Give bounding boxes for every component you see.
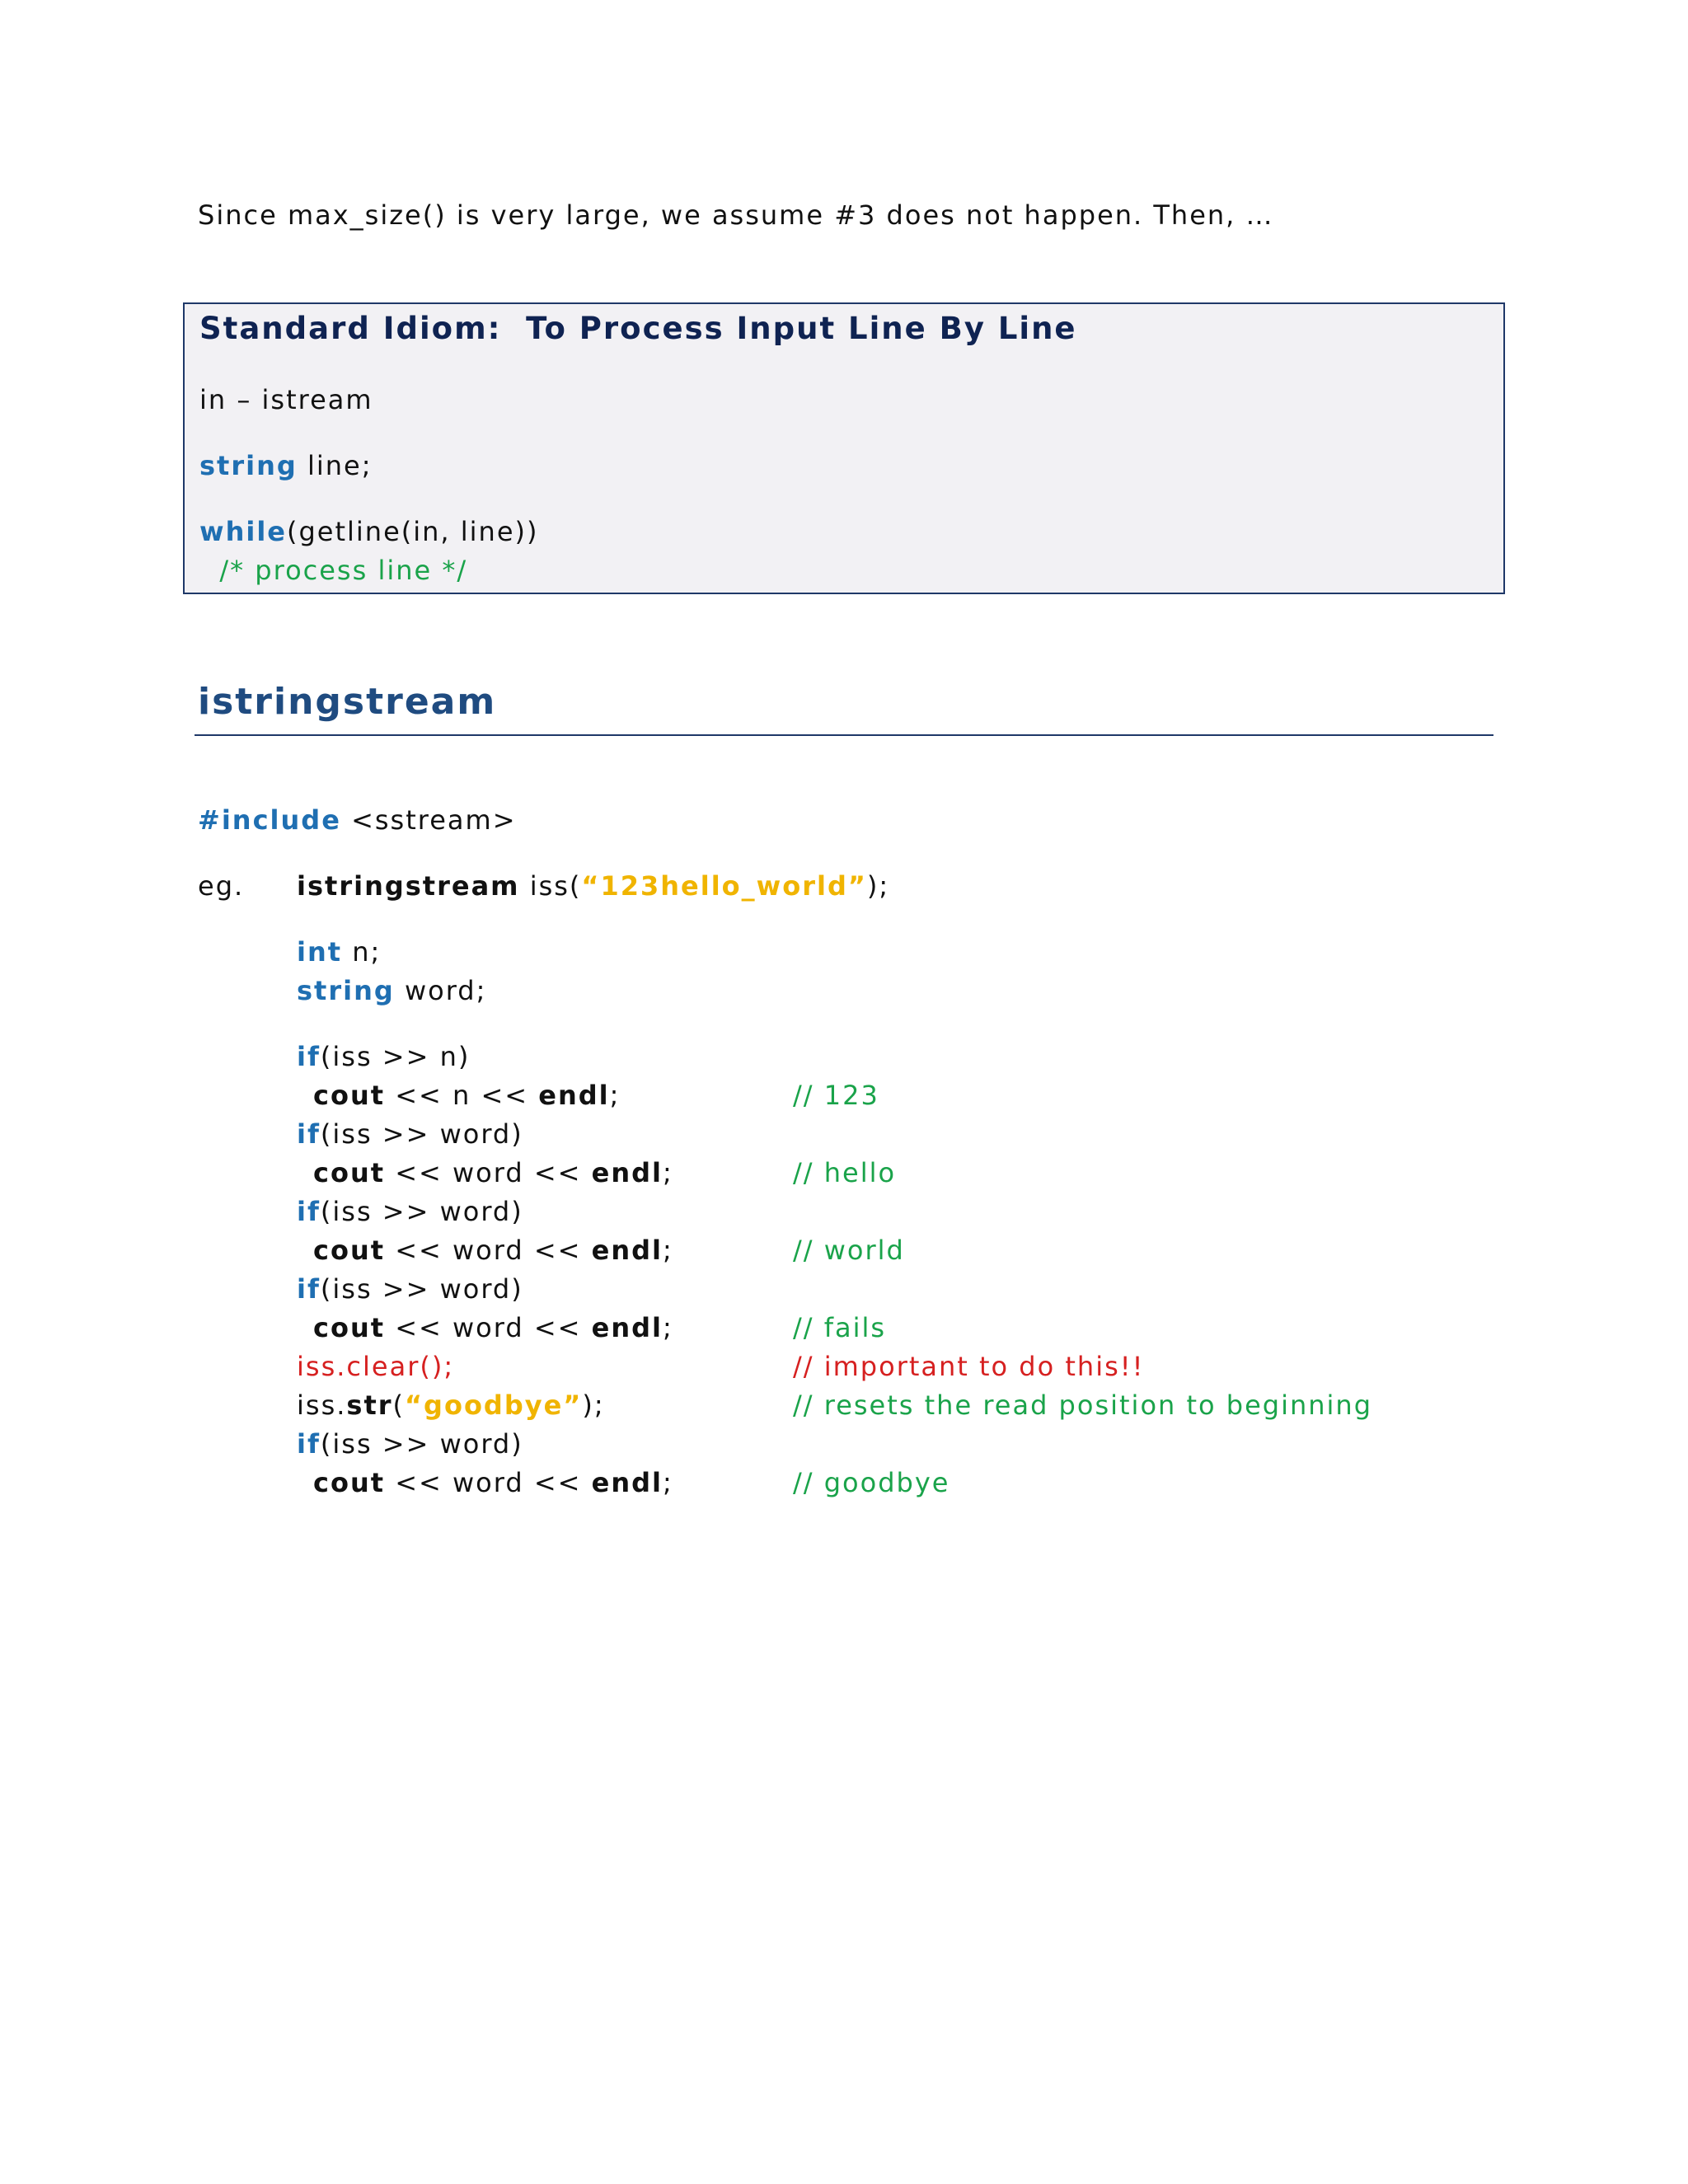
keyword-include: #include xyxy=(198,804,341,836)
ctor-open: iss( xyxy=(519,870,582,902)
standard-idiom-box xyxy=(183,302,1505,594)
idiom-declaration xyxy=(199,449,372,482)
cout-expr: << word << xyxy=(385,1467,592,1498)
section-heading: istringstream xyxy=(198,681,497,723)
endl: endl xyxy=(591,1157,663,1188)
code-line-if-word-1 xyxy=(297,1118,523,1151)
endl: endl xyxy=(591,1235,663,1266)
comment-world: // world xyxy=(793,1235,905,1266)
declaration-rest: line; xyxy=(297,450,373,481)
cout: cout xyxy=(313,1467,386,1498)
code-line-if-word-4 xyxy=(297,1427,523,1460)
semicolon: ; xyxy=(662,1467,673,1498)
comment-123: // 123 xyxy=(793,1080,879,1111)
cout: cout xyxy=(313,1080,386,1111)
endl: endl xyxy=(538,1080,610,1111)
ctor-close: ); xyxy=(866,870,890,902)
comment-resets: // resets the read position to beginning xyxy=(793,1390,1373,1421)
semicolon: ; xyxy=(609,1080,621,1111)
if-condition: (iss >> word) xyxy=(320,1428,523,1460)
keyword-if: if xyxy=(297,1118,321,1150)
string-rest: word; xyxy=(394,975,487,1006)
string-literal: “123hello_world” xyxy=(581,870,867,902)
cout-expr: << n << xyxy=(385,1080,539,1111)
str-function: str xyxy=(346,1390,393,1421)
str-close: ); xyxy=(582,1390,605,1421)
idiom-stream-text: in – istream xyxy=(199,384,373,415)
cout-expr: << word << xyxy=(385,1157,592,1188)
endl: endl xyxy=(591,1467,663,1498)
type-istringstream: istringstream xyxy=(297,870,520,902)
code-line-cout-word-4 xyxy=(313,1466,673,1499)
code-line-cout-word-1 xyxy=(313,1156,673,1189)
code-line-cout-word-3 xyxy=(313,1311,673,1344)
keyword-string: string xyxy=(199,450,298,481)
loop-condition: (getline(in, line)) xyxy=(286,516,539,547)
section-divider xyxy=(195,734,1493,736)
semicolon: ; xyxy=(662,1312,673,1343)
str-open: ( xyxy=(392,1390,406,1421)
intro-text: Since max_size() is very large, we assume #3 does not happen. Then, … xyxy=(198,199,1274,231)
semicolon: ; xyxy=(662,1235,673,1266)
code-line-str xyxy=(297,1389,605,1422)
code-line-if-word-3 xyxy=(297,1272,523,1305)
comment-fails: // fails xyxy=(793,1312,887,1343)
if-condition: (iss >> word) xyxy=(320,1273,523,1305)
code-line-if-word-2 xyxy=(297,1195,523,1228)
keyword-if: if xyxy=(297,1196,321,1227)
code-line-int xyxy=(297,935,381,968)
code-line-cout-word-2 xyxy=(313,1234,673,1267)
string-literal: “goodbye” xyxy=(405,1390,583,1421)
comment-goodbye: // goodbye xyxy=(793,1467,950,1498)
eg-label: eg. xyxy=(198,870,245,902)
keyword-while: while xyxy=(199,516,287,547)
cout: cout xyxy=(313,1312,386,1343)
code-line-clear: iss.clear(); xyxy=(297,1351,455,1382)
comment-hello: // hello xyxy=(793,1157,897,1188)
include-header: <sstream> xyxy=(340,804,517,836)
if-condition: (iss >> word) xyxy=(320,1118,523,1150)
keyword-int: int xyxy=(297,936,343,968)
idiom-loop xyxy=(199,515,538,548)
keyword-if: if xyxy=(297,1041,321,1072)
if-condition: (iss >> word) xyxy=(320,1196,523,1227)
keyword-if: if xyxy=(297,1428,321,1460)
code-line-string xyxy=(297,974,486,1007)
keyword-if: if xyxy=(297,1273,321,1305)
cout-expr: << word << xyxy=(385,1235,592,1266)
code-line-cout-n xyxy=(313,1079,620,1112)
include-line xyxy=(198,804,517,837)
cout-expr: << word << xyxy=(385,1312,592,1343)
keyword-string: string xyxy=(297,975,395,1006)
endl: endl xyxy=(591,1312,663,1343)
int-rest: n; xyxy=(342,936,382,968)
semicolon: ; xyxy=(662,1157,673,1188)
idiom-title: Standard Idiom: To Process Input Line By Line xyxy=(199,311,1077,346)
code-line-if-n xyxy=(297,1040,470,1073)
code-line-constructor xyxy=(297,869,889,902)
cout: cout xyxy=(313,1235,386,1266)
if-condition: (iss >> n) xyxy=(320,1041,471,1072)
idiom-body-comment: /* process line */ xyxy=(199,555,468,586)
str-prefix: iss. xyxy=(297,1390,347,1421)
cout: cout xyxy=(313,1157,386,1188)
comment-important: // important to do this!! xyxy=(793,1351,1145,1382)
